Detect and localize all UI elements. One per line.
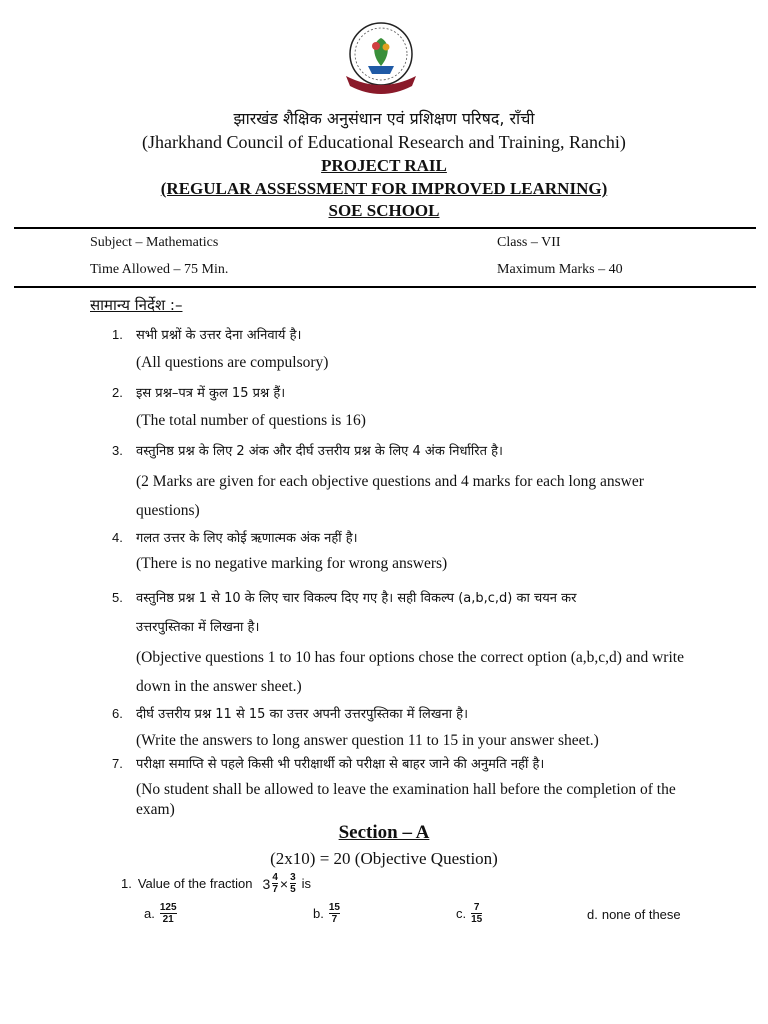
option-b <box>313 902 340 925</box>
multiply-sign: × <box>279 875 289 892</box>
time-allowed-label: Time Allowed – 75 Min. <box>90 262 229 277</box>
header-divider <box>14 227 756 229</box>
numerator: 125 <box>159 902 177 913</box>
numerator: 3 <box>290 872 296 883</box>
instruction-hindi-continued: उत्तरपुस्तिका में लिखना है। <box>136 620 260 635</box>
question-1 <box>121 872 311 895</box>
option-fraction <box>471 902 482 925</box>
option-a <box>144 902 177 925</box>
instruction-english: (Objective questions 1 to 10 has four options chose the correct option (a,b,c,d) and write down in the answer sheet.) <box>136 649 684 695</box>
instruction-number: 7. <box>112 756 123 771</box>
instruction-hindi: इस प्रश्न–पत्र में कुल 15 प्रश्न हैं। <box>136 386 286 401</box>
project-full-title: (REGULAR ASSESSMENT FOR IMPROVED LEARNING) <box>160 179 608 198</box>
question-number: 1. <box>121 876 132 891</box>
org-name-hindi: झारखंड शैक्षिक अनुसंधान एवं प्रशिक्षण परिषद, राँची <box>233 109 535 128</box>
section-subtitle: (2x10) = 20 (Objective Question) <box>270 849 498 868</box>
instruction-hindi: वस्तुनिष्ठ प्रश्न 1 से 10 के लिए चार विकल्प दिए गए है। सही विकल्प (a,b,c,d) का चयन कर <box>136 591 577 606</box>
instruction-english: (No student shall be allowed to leave the examination hall before the completion of the exam) <box>136 781 676 818</box>
org-name-english: (Jharkhand Council of Educational Research and Training, Ranchi) <box>142 132 626 152</box>
option-label: d. <box>587 907 598 922</box>
instruction-hindi: सभी प्रश्नों के उत्तर देना अनिवार्य है। <box>136 328 302 343</box>
school-title: SOE SCHOOL <box>328 201 440 220</box>
instruction-hindi: दीर्घ उत्तरीय प्रश्न 11 से 15 का उत्तर अपनी उत्तरपुस्तिका में लिखना है। <box>136 707 468 722</box>
instruction-number: 2. <box>112 385 123 400</box>
option-d <box>587 907 681 922</box>
instruction-number: 1. <box>112 327 123 342</box>
instruction-hindi: गलत उत्तर के लिए कोई ऋणात्मक अंक नहीं है। <box>136 531 358 546</box>
question-text-end: is <box>301 876 312 891</box>
whole-number: 3 <box>262 875 271 892</box>
instruction-english: (Write the answers to long answer question 11 to 15 in your answer sheet.) <box>136 732 599 749</box>
meta-divider <box>14 286 756 288</box>
numerator: 7 <box>473 902 480 913</box>
instruction-english: (2 Marks are given for each objective questions and 4 marks for each long answer questions) <box>136 473 644 519</box>
option-text: none of these <box>601 907 681 922</box>
numerator: 4 <box>272 872 278 883</box>
section-title: Section – A <box>338 822 430 843</box>
instruction-number: 6. <box>112 706 123 721</box>
denominator: 7 <box>272 884 278 895</box>
option-fraction <box>160 902 177 925</box>
instruction-number: 5. <box>112 590 123 605</box>
fraction-expression <box>263 872 296 895</box>
option-label: b. <box>313 906 324 921</box>
denominator: 15 <box>471 914 483 925</box>
project-title: PROJECT RAIL <box>321 156 447 175</box>
denominator: 5 <box>290 884 296 895</box>
max-marks-label: Maximum Marks – 40 <box>497 262 623 277</box>
instruction-english: (All questions are compulsory) <box>136 354 329 371</box>
fraction <box>290 872 296 895</box>
instruction-english: (There is no negative marking for wrong answers) <box>136 555 448 572</box>
instruction-hindi: परीक्षा समाप्ति से पहले किसी भी परीक्षार्थी को परीक्षा से बाहर जाने की अनुमति नहीं है। <box>136 757 545 772</box>
subject-label: Subject – Mathematics <box>90 235 219 250</box>
class-label: Class – VII <box>497 235 561 250</box>
option-label: c. <box>456 906 467 921</box>
instruction-number: 3. <box>112 443 123 458</box>
fraction <box>272 872 278 895</box>
instruction-hindi: वस्तुनिष्ठ प्रश्न के लिए 2 अंक और दीर्घ उत्तरीय प्रश्न के लिए 4 अंक निर्धारित है। <box>136 444 503 459</box>
option-label: a. <box>144 906 155 921</box>
denominator: 21 <box>162 914 174 925</box>
question-text: Value of the fraction <box>137 876 253 891</box>
jcert-logo <box>338 20 424 102</box>
instruction-number: 4. <box>112 530 123 545</box>
numerator: 15 <box>328 902 340 913</box>
denominator: 7 <box>331 914 338 925</box>
option-fraction <box>329 902 340 925</box>
instruction-english: (The total number of questions is 16) <box>136 412 366 429</box>
instructions-heading: सामान्य निर्देश :– <box>90 296 183 314</box>
option-c <box>456 902 482 925</box>
